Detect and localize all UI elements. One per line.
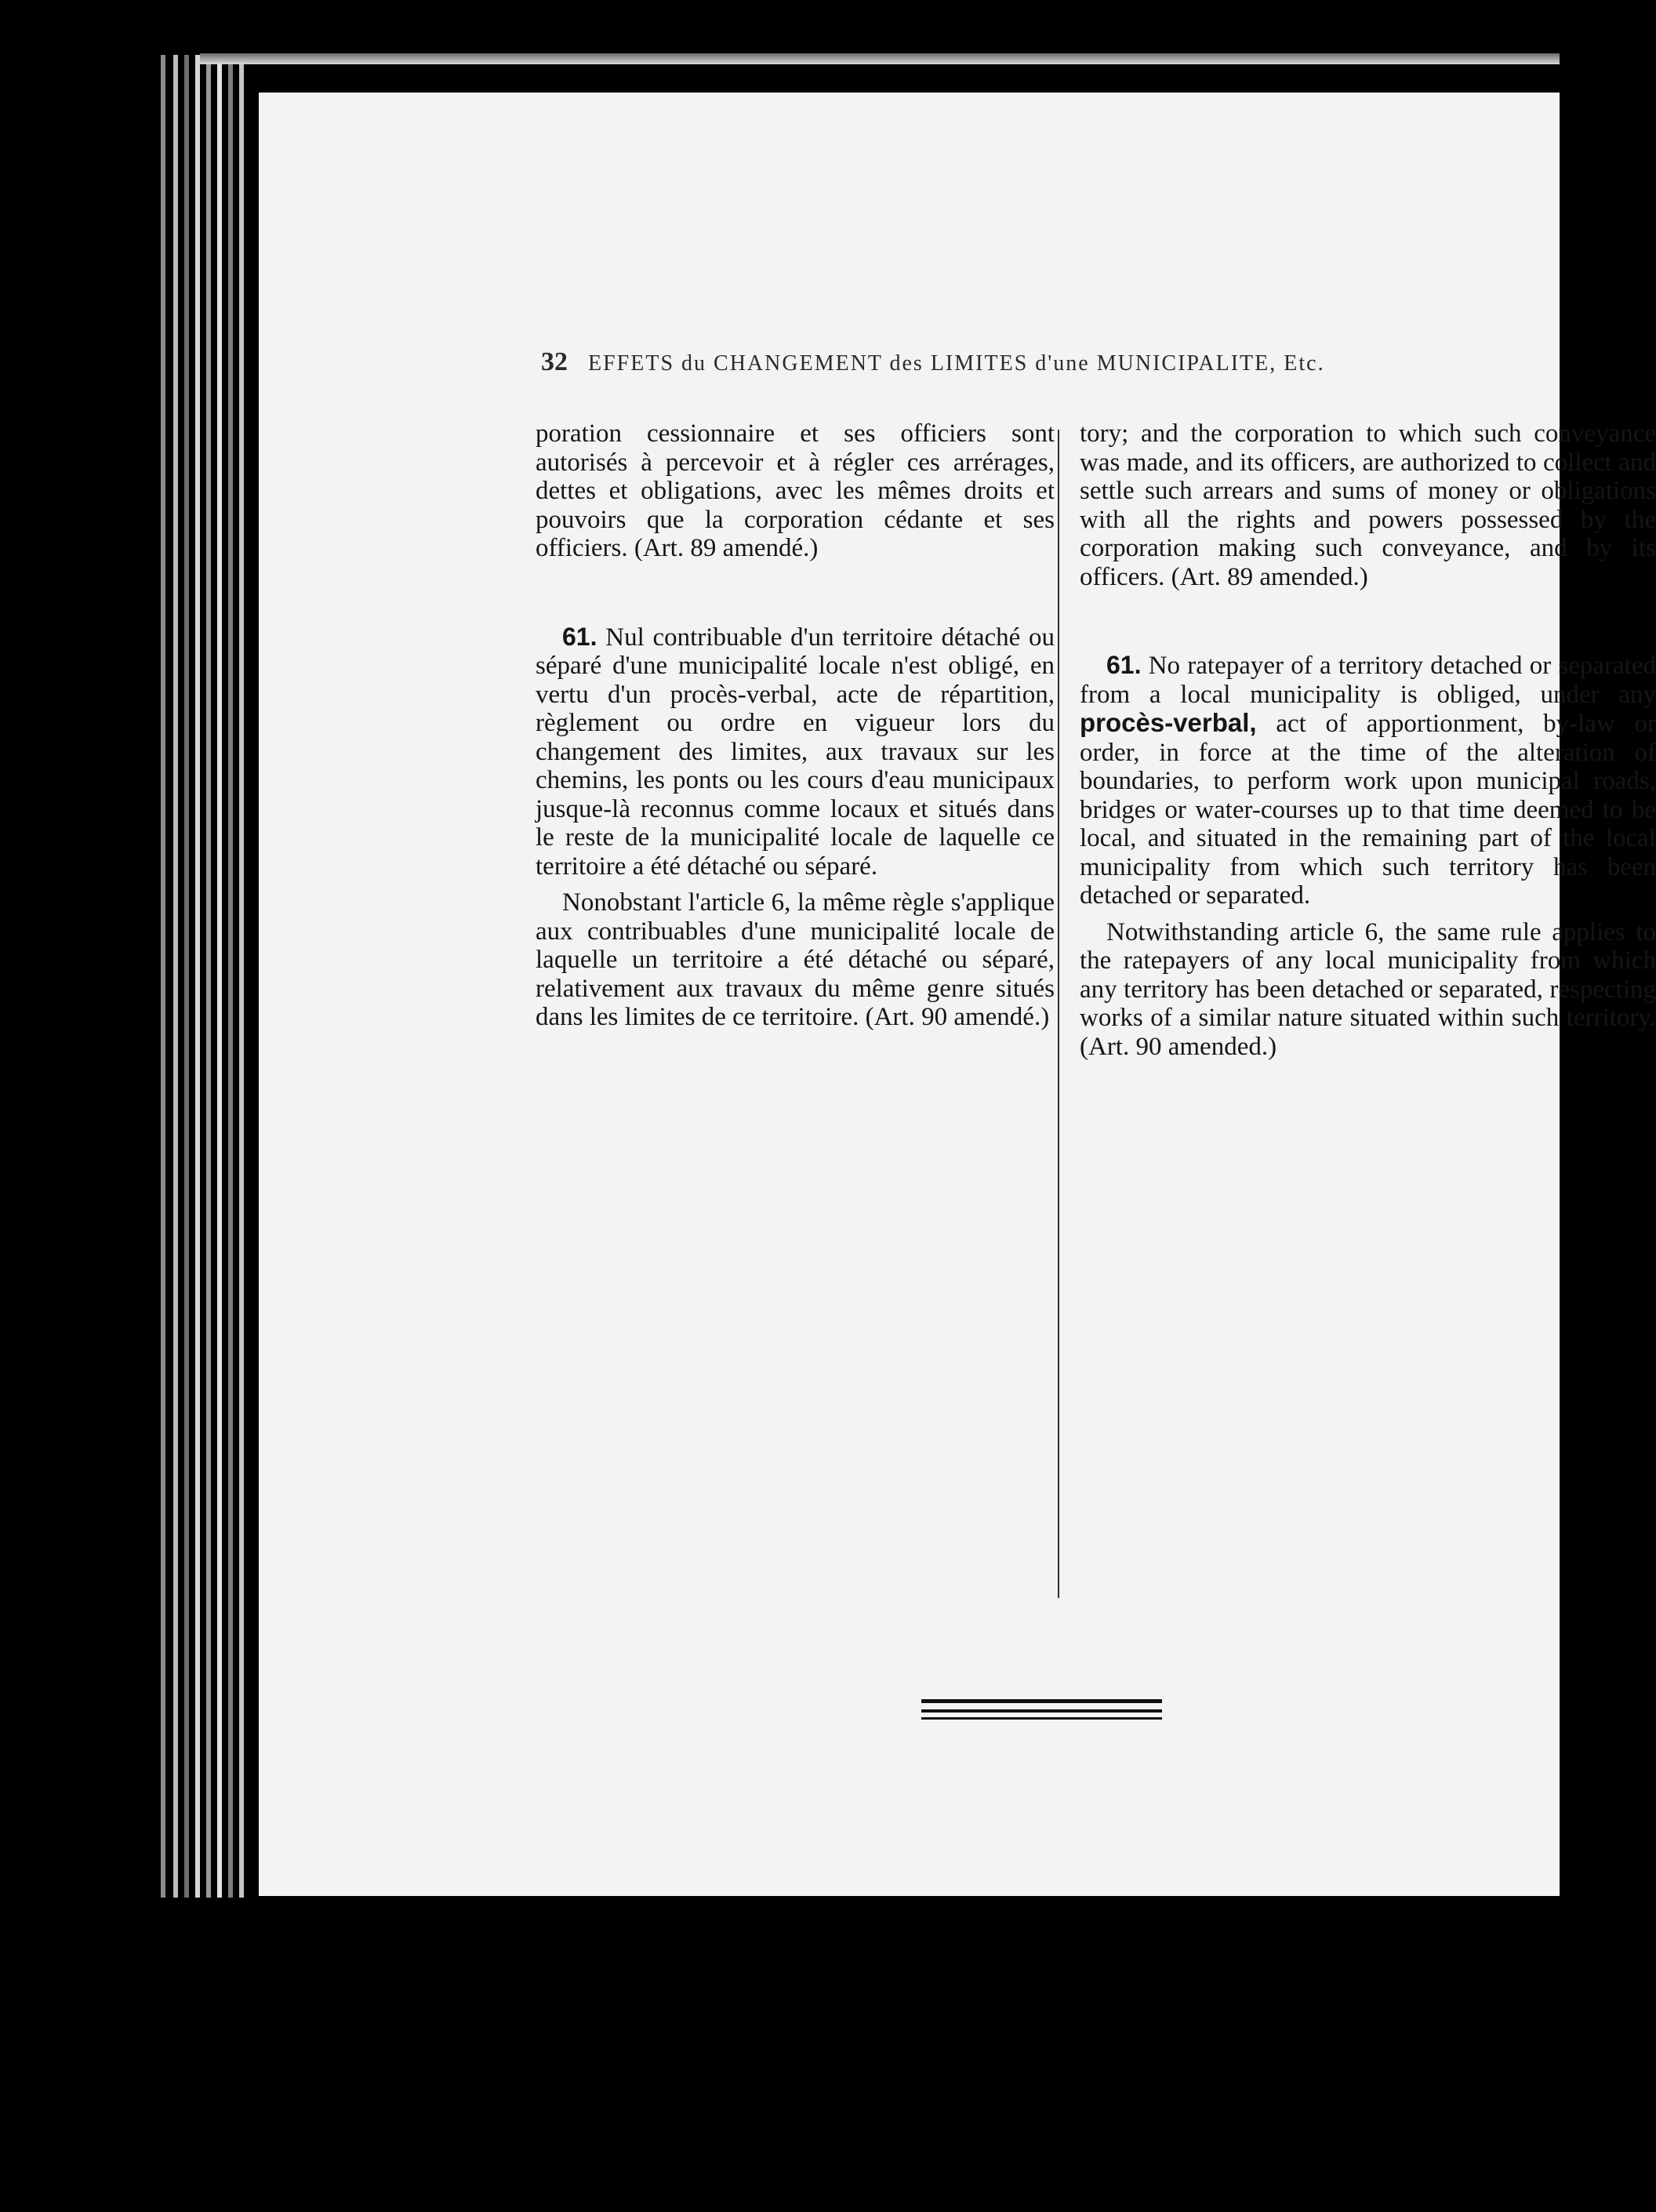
page-top-edge <box>200 53 1560 64</box>
english-section-61 <box>1080 651 1656 910</box>
english-section-text-before: No ratepayer of a territory detached or separated from a local municipality is obliged, under any <box>1080 652 1656 709</box>
running-title: EFFETS du CHANGEMENT des LIMITES d'une MUNICIPALITE, Etc. <box>588 351 1325 376</box>
french-column <box>536 420 1055 1032</box>
section-number: 61. <box>562 622 597 651</box>
page-number: 32 <box>541 347 568 376</box>
running-header <box>541 347 1560 377</box>
french-section-text: Nul contribuable d'un territoire détaché ou séparé d'une municipalité locale n'est obligé, en vertu d'un procès-verbal, acte de répartition, règlement ou ordre en vigueur lors du changement des limites, aux travaux sur les chemins, les ponts ou les cours d'eau municipaux jusque-là reconnus comme locaux et situés dans le reste de la municipalité locale de laquelle ce territoire a été détaché ou séparé. <box>536 623 1055 881</box>
french-continuation: poration cessionnaire et ses officiers sont autorisés à percevoir et à régler ces arrérages, dettes et obligations, avec les mêmes droits et pouvoirs que la corporation cédante et ses officiers. (Art. 89 amendé.) <box>536 420 1055 562</box>
french-paragraph-2: Nonobstant l'article 6, la même règle s'applique aux contribuables d'une municipalité locale de laquelle un territoire a été détaché ou séparé, relativement aux travaux du même genre situés dans les limites de ce territoire. (Art. 90 amendé.) <box>536 888 1055 1031</box>
english-paragraph-2: Notwithstanding article 6, the same rule applies to the ratepayers of any local municipality from which any territory has been detached or separated, respecting works of a similar nature situated within such territory. (Art. 90 amended.) <box>1080 917 1656 1061</box>
column-divider <box>1058 430 1059 1598</box>
french-section-61 <box>536 623 1055 881</box>
english-section-text-after: act of apportionment, by-law or order, in force at the time of the alteration of boundaries, to perform work upon municipal roads, bridges or water-courses up to that time deemed to be local, and situated in the remaining part of the local municipality from which such territory has been detached or separated. <box>1080 710 1656 910</box>
english-continuation: tory; and the corporation to which such conveyance was made, and its officers, are authorized to collect and settle such arrears and sums of money or obligations with all the rights and powers possessed by the corporation making such conveyance, and by its officers. (Art. 89 amended.) <box>1080 420 1656 591</box>
english-section-term: procès-verbal, <box>1080 708 1257 737</box>
english-column <box>1080 420 1656 1061</box>
section-number: 61. <box>1106 651 1142 679</box>
page-edges <box>161 55 271 1898</box>
